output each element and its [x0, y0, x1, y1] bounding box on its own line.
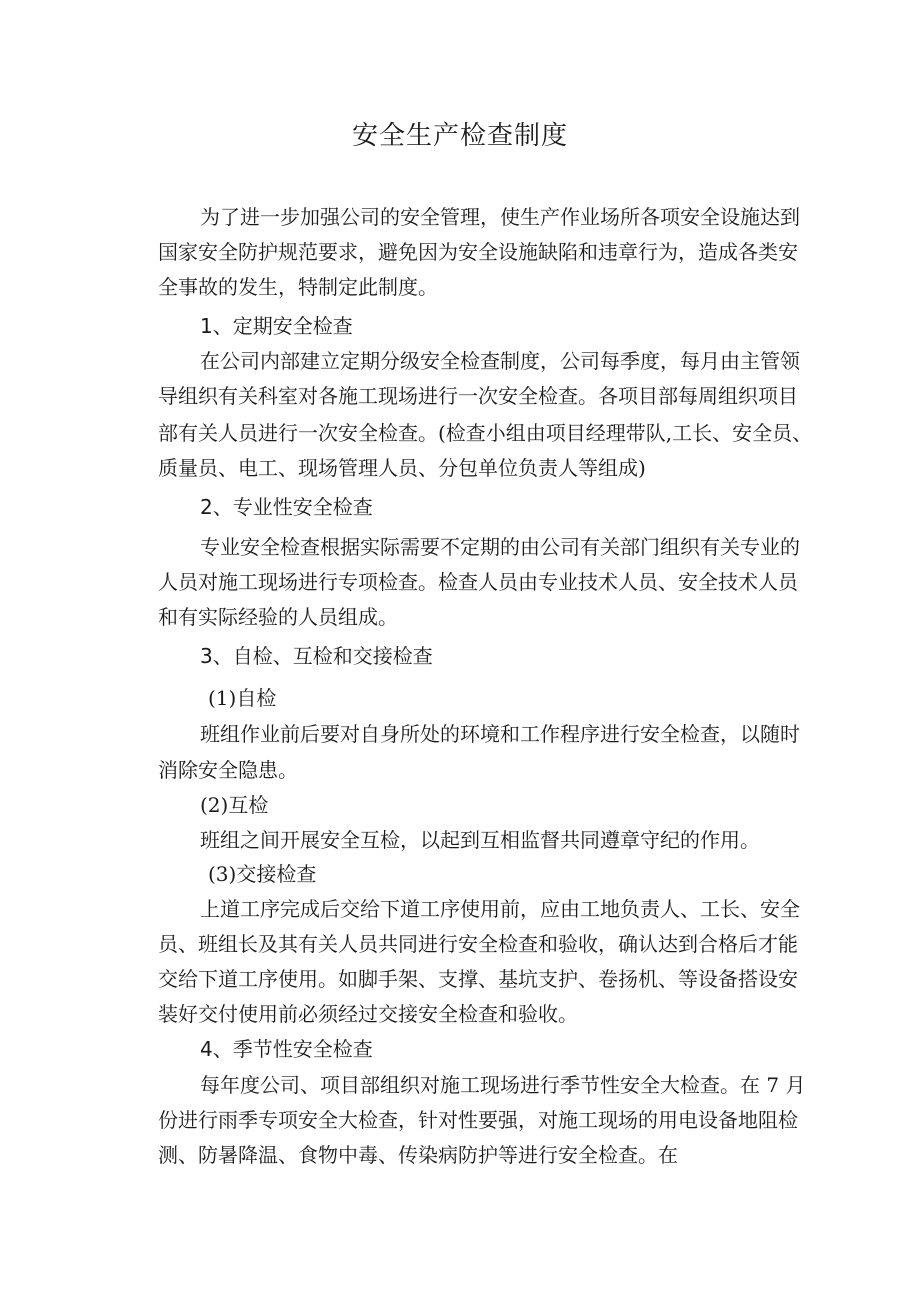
section-2-line-3: 和有实际经验的人员组成。	[158, 605, 398, 629]
section-3-heading: 3、自检、互检和交接检查	[200, 644, 433, 668]
section-3-sub-3-line-3: 交给下道工序使用。如脚手架、支撑、基坑支护、卷扬机、等设备搭设安	[158, 967, 798, 991]
section-3-sub-2-label: (2)互检	[200, 793, 269, 817]
section-2-heading: 2、专业性安全检查	[200, 495, 373, 519]
section-4-line-3: 测、防暑降温、食物中毒、传染病防护等进行安全检查。在	[158, 1143, 678, 1167]
section-4-line-1: 每年度公司、项目部组织对施工现场进行季节性安全大检查。在 7 月	[200, 1073, 806, 1097]
document-title: 安全生产检查制度	[351, 121, 568, 151]
section-1-heading: 1、定期安全检查	[200, 314, 353, 338]
intro-line-1: 为了进一步加强公司的安全管理，使生产作业场所各项安全设施达到	[200, 205, 800, 229]
section-4-line-2: 份进行雨季专项安全大检查，针对性要强，对施工现场的用电设备地阻检	[158, 1108, 798, 1132]
section-3-sub-3-line-2: 员、班组长及其有关人员共同进行安全检查和验收，确认达到合格后才能	[158, 932, 798, 956]
section-3-sub-1-line-1: 班组作业前后要对自身所处的环境和工作程序进行安全检查，以随时	[200, 722, 800, 746]
section-3-sub-2-line-1: 班组之间开展安全互检，以起到互相监督共同遵章守纪的作用。	[200, 828, 760, 852]
section-2-line-1: 专业安全检查根据实际需要不定期的由公司有关部门组织有关专业的	[200, 535, 800, 559]
intro-line-2: 国家安全防护规范要求，避免因为安全设施缺陷和违章行为，造成各类安	[158, 240, 798, 264]
section-3-sub-1-label: (1)自检	[208, 686, 277, 710]
section-1-line-3: 部有关人员进行一次安全检查。(检查小组由项目经理带队,工长、安全员、	[158, 421, 813, 445]
section-1-line-4: 质量员、电工、现场管理人员、分包单位负责人等组成)	[158, 456, 646, 480]
section-3-sub-3-line-1: 上道工序完成后交给下道工序使用前，应由工地负责人、工长、安全	[200, 897, 800, 921]
intro-line-3: 全事故的发生，特制定此制度。	[158, 275, 438, 299]
section-3-sub-1-line-2: 消除安全隐患。	[158, 758, 298, 782]
section-3-sub-3-line-4: 装好交付使用前必须经过交接安全检查和验收。	[158, 1002, 578, 1026]
section-3-sub-3-label: (3)交接检查	[208, 862, 317, 886]
section-4-heading: 4、季节性安全检查	[200, 1037, 373, 1061]
section-1-line-1: 在公司内部建立定期分级安全检查制度，公司每季度，每月由主管领	[200, 349, 800, 373]
section-2-line-2: 人员对施工现场进行专项检查。检查人员由专业技术人员、安全技术人员	[158, 570, 798, 594]
section-1-line-2: 导组织有关科室对各施工现场进行一次安全检查。各项目部每周组织项目	[158, 384, 798, 408]
